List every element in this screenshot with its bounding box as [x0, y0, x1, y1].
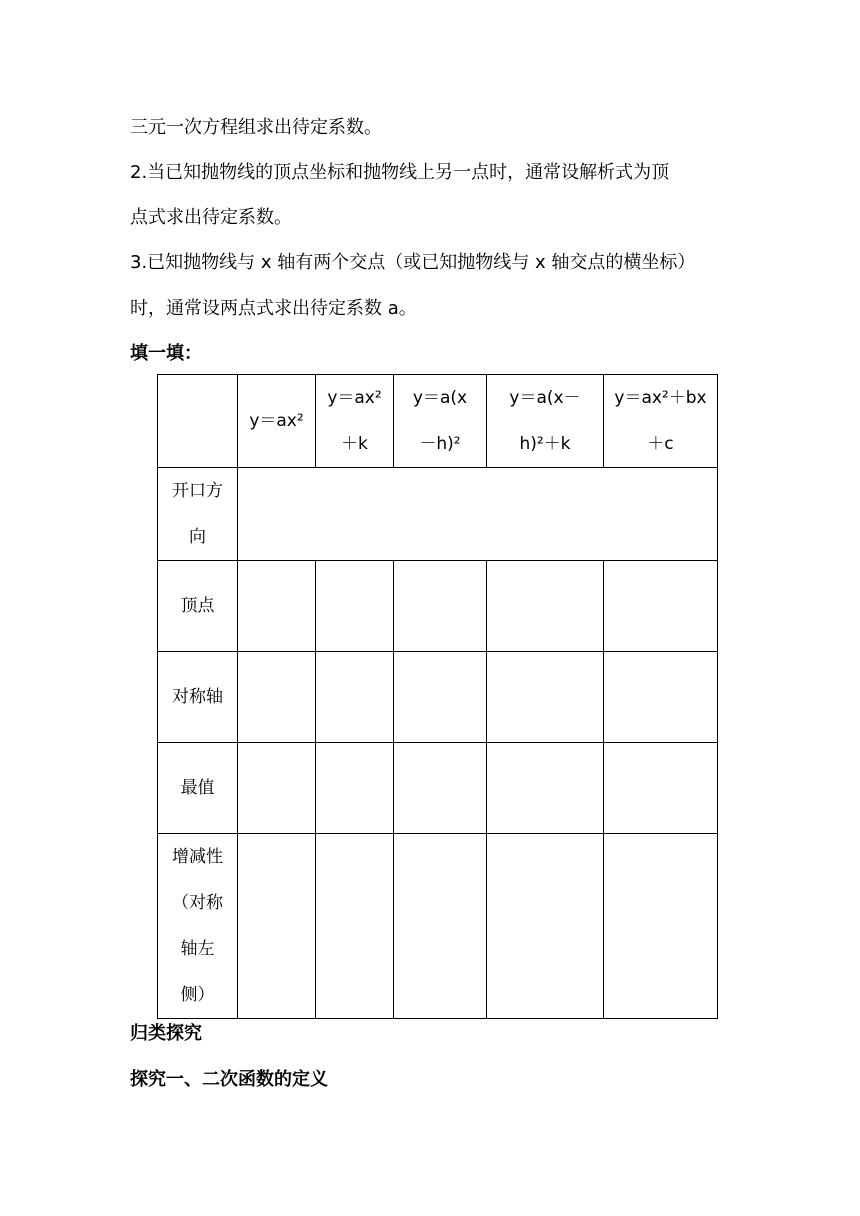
- answer-cell[interactable]: [487, 561, 604, 652]
- paragraph-line: 3.已知抛物线与 x 轴有两个交点（或已知抛物线与 x 轴交点的横坐标）: [130, 252, 696, 273]
- table-header-cell: y＝a(x －h)²: [394, 375, 487, 468]
- answer-cell[interactable]: [604, 652, 718, 743]
- answer-cell[interactable]: [316, 652, 394, 743]
- answer-cell[interactable]: [487, 652, 604, 743]
- table-header-cell: y＝ax²＋bx ＋c: [604, 375, 718, 468]
- row-label: 增减性 （对称 轴左 侧）: [158, 834, 238, 1019]
- answer-cell[interactable]: [238, 468, 718, 561]
- answer-cell[interactable]: [394, 743, 487, 834]
- paragraph-line: 三元一次方程组求出待定系数。: [130, 117, 382, 138]
- table-row: [158, 834, 718, 1019]
- paragraph-line: 点式求出待定系数。: [130, 207, 292, 228]
- answer-cell[interactable]: [394, 834, 487, 1019]
- answer-cell[interactable]: [238, 561, 316, 652]
- table-row: [158, 743, 718, 834]
- row-label: 开口方 向: [158, 468, 238, 561]
- section-heading: 归类探究: [130, 1023, 202, 1044]
- answer-cell[interactable]: [316, 834, 394, 1019]
- fill-in-heading: 填一填：: [130, 343, 202, 364]
- answer-cell[interactable]: [487, 743, 604, 834]
- answer-cell[interactable]: [238, 652, 316, 743]
- paragraph-line: 2.当已知抛物线的顶点坐标和抛物线上另一点时，通常设解析式为顶: [130, 162, 670, 183]
- answer-cell[interactable]: [316, 561, 394, 652]
- answer-cell[interactable]: [394, 652, 487, 743]
- table-header-row: [158, 375, 718, 468]
- subsection-heading: 探究一、二次函数的定义: [130, 1069, 328, 1090]
- answer-cell[interactable]: [487, 834, 604, 1019]
- table-header-cell: [158, 375, 238, 468]
- row-label: 对称轴: [158, 652, 238, 743]
- table-header-cell: y＝ax² ＋k: [316, 375, 394, 468]
- answer-cell[interactable]: [604, 561, 718, 652]
- row-label: 最值: [158, 743, 238, 834]
- table-row: [158, 468, 718, 561]
- answer-cell[interactable]: [316, 743, 394, 834]
- table-header-cell: y＝a(x－ h)²＋k: [487, 375, 604, 468]
- answer-cell[interactable]: [238, 834, 316, 1019]
- table-header-cell: y＝ax²: [238, 375, 316, 468]
- paragraph-line: 时，通常设两点式求出待定系数 a。: [130, 298, 417, 319]
- answer-cell[interactable]: [604, 834, 718, 1019]
- table-row: [158, 561, 718, 652]
- function-comparison-table: [157, 374, 718, 1019]
- answer-cell[interactable]: [238, 743, 316, 834]
- row-label: 顶点: [158, 561, 238, 652]
- answer-cell[interactable]: [604, 743, 718, 834]
- answer-cell[interactable]: [394, 561, 487, 652]
- table-row: [158, 652, 718, 743]
